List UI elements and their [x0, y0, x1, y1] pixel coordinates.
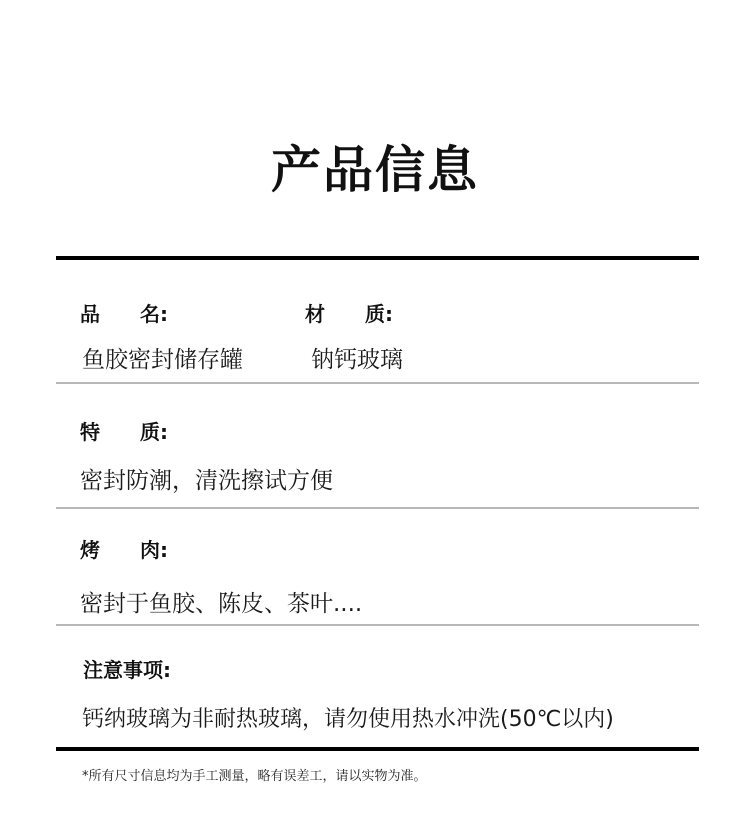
top-divider — [56, 256, 699, 260]
row-divider — [56, 507, 699, 509]
bottom-divider — [56, 747, 699, 751]
notice-value: 钙纳玻璃为非耐热玻璃，请勿使用热水冲洗(50℃以内) — [82, 707, 614, 732]
usage-label: 烤 肉: — [80, 538, 168, 562]
row-divider — [56, 624, 699, 626]
feature-value: 密封防潮，清洗擦试方便 — [80, 468, 333, 494]
name-label: 品 名: — [80, 302, 168, 326]
material-value: 钠钙玻璃 — [311, 347, 403, 373]
page-title: 产品信息 — [271, 141, 479, 199]
usage-value: 密封于鱼胶、陈皮、茶叶.... — [80, 591, 363, 617]
notice-label: 注意事项: — [83, 658, 171, 682]
name-value: 鱼胶密封储存罐 — [82, 347, 243, 373]
material-label: 材 质: — [305, 302, 393, 326]
feature-label: 特 质: — [80, 420, 168, 444]
row-divider — [56, 382, 699, 384]
footnote: *所有尺寸信息均为手工测量，略有误差工，请以实物为准。 — [82, 769, 427, 784]
